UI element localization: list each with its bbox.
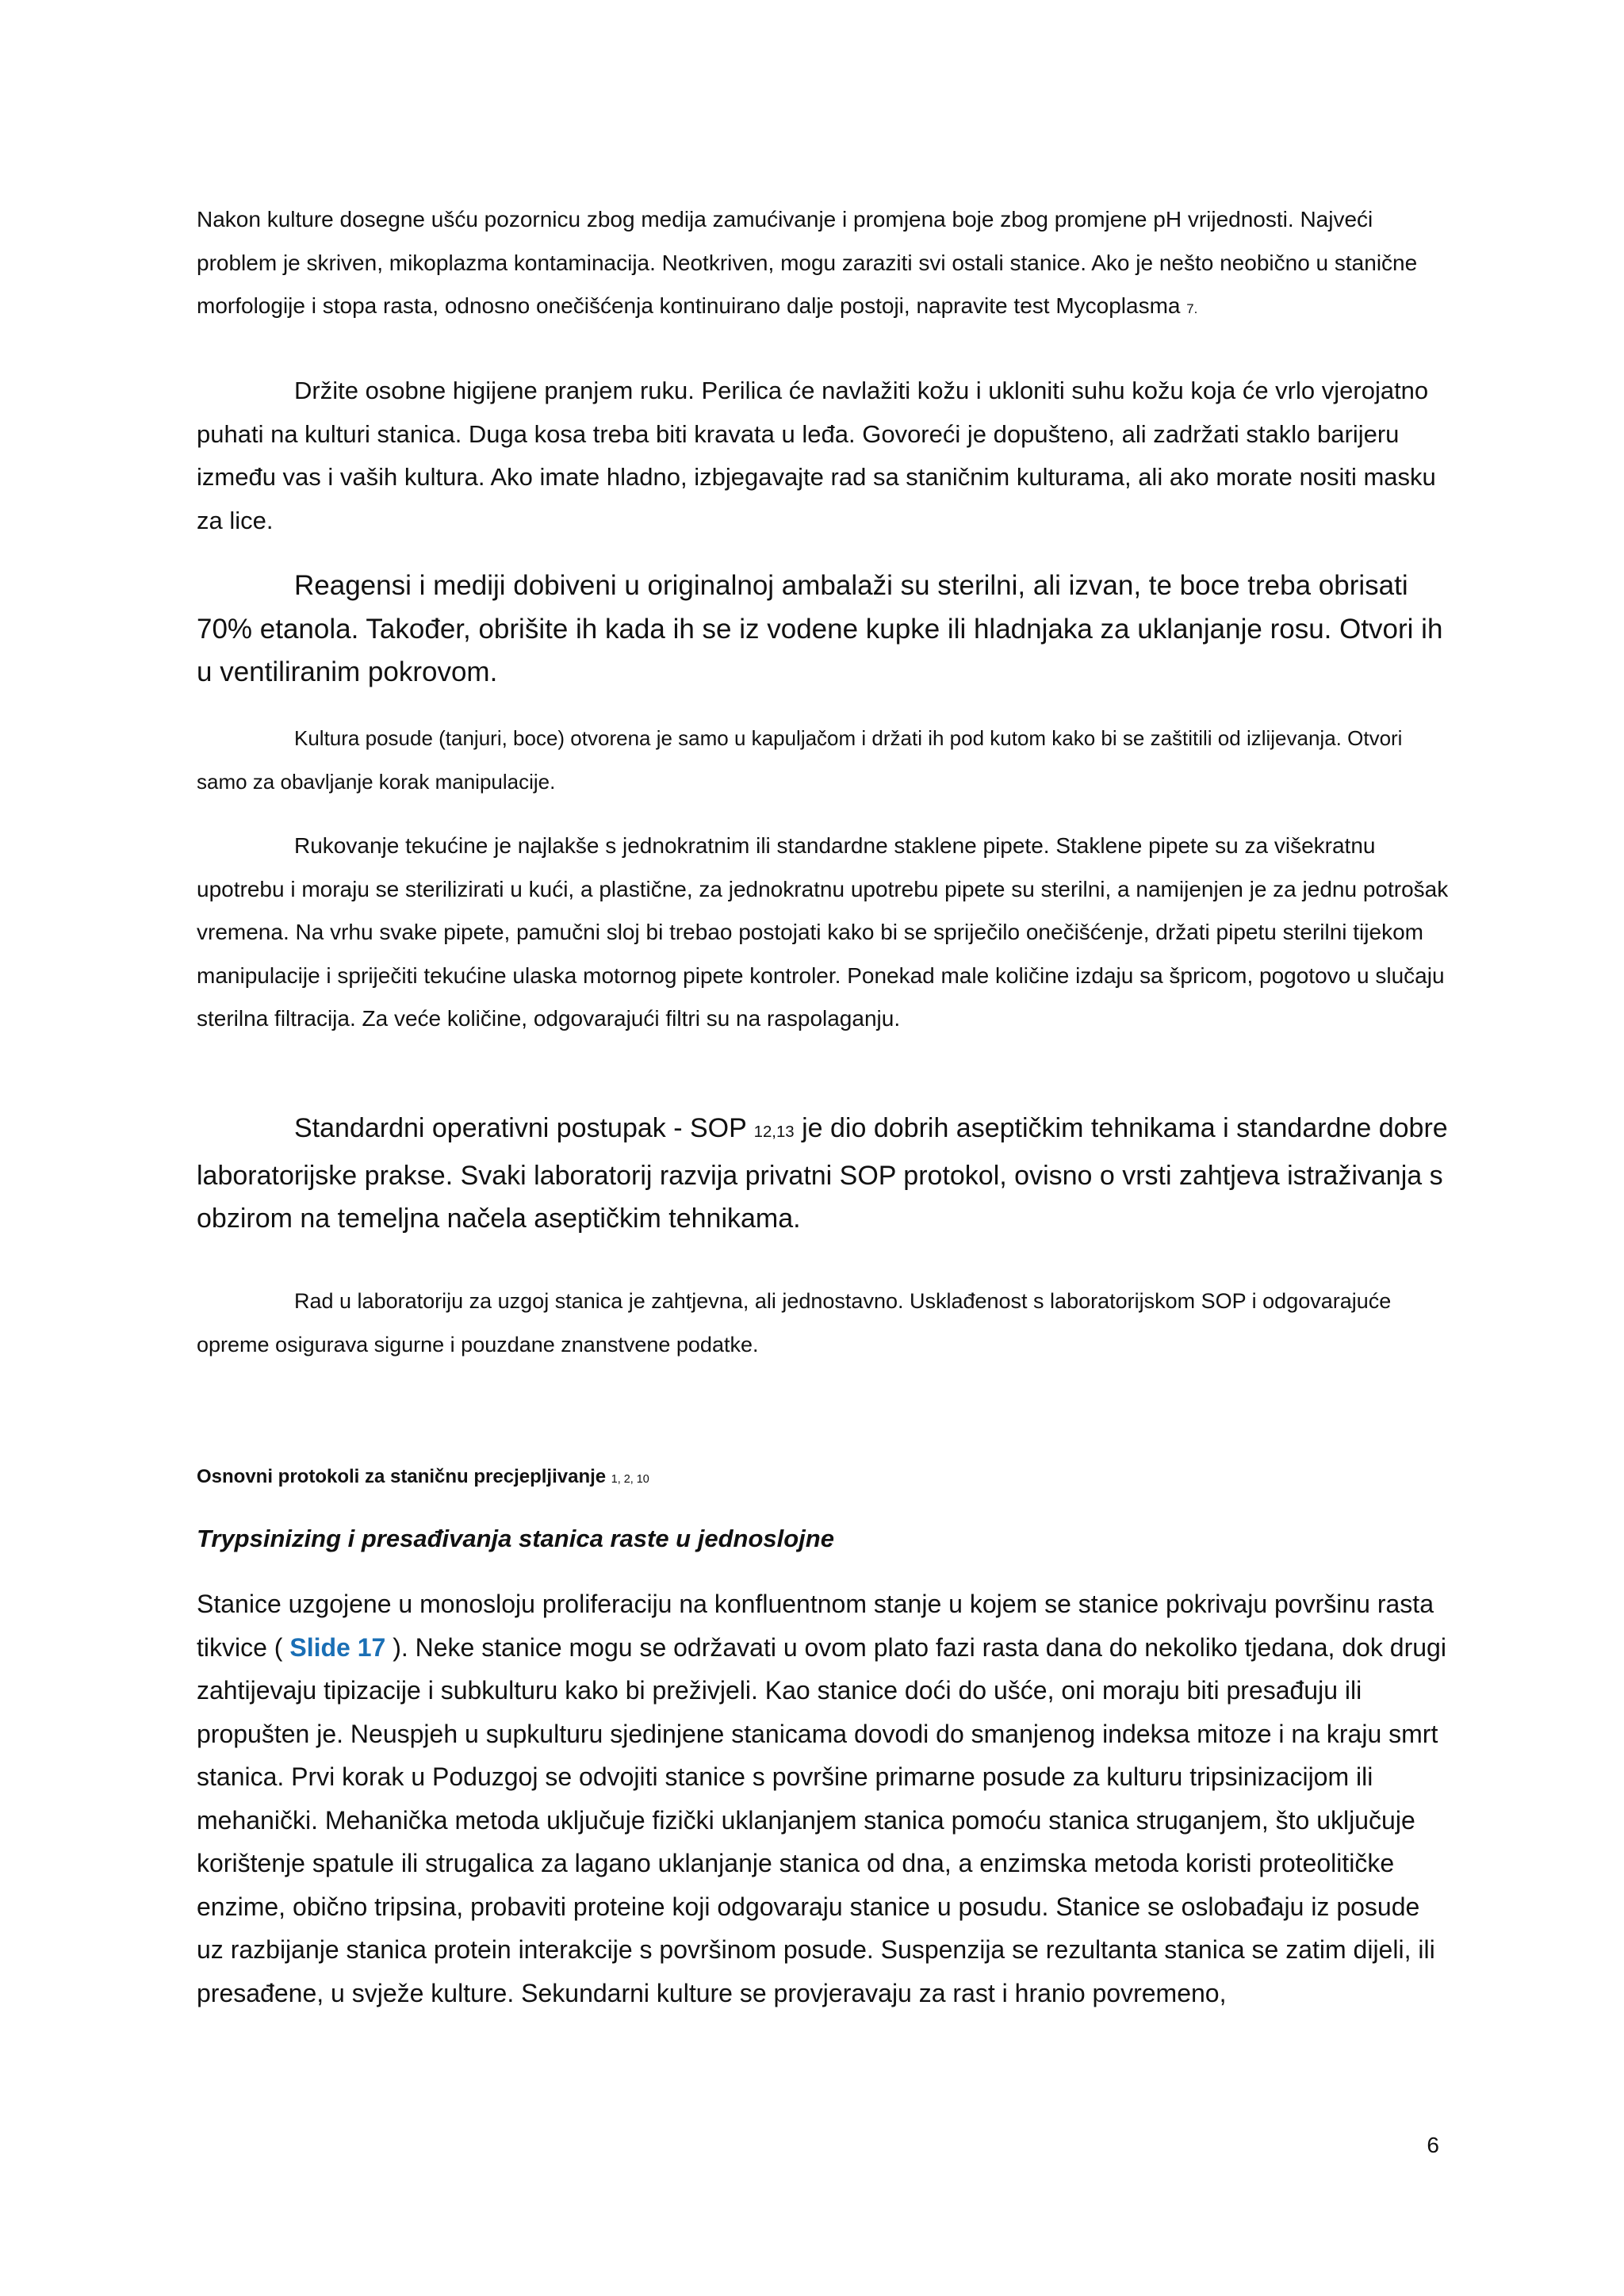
- section-heading: [197, 1464, 1450, 1493]
- paragraph-sop: [197, 1107, 1450, 1241]
- paragraph-text: Držite osobne higijene pranjem ruku. Perilica će navlažiti kožu i ukloniti suhu kožu koja će vrlo vjerojatno puhati na kulturi stanica. Duga kosa treba biti kravata u leđa. Govoreći je dopušteno, ali zadržati staklo barijeru između vas i vaših kultura. Ako imate hladno, izbjegavajte rad sa staničnim kulturama, ali ako morate nositi masku za lice.: [197, 377, 1436, 534]
- paragraph-text: Stanice uzgojene u monosloju proliferaciju na konfluentnom stanje u kojem se stanice pokrivaju površinu rasta tikvice (: [197, 1590, 1434, 1662]
- reference-marker: 1, 2, 10: [611, 1473, 649, 1486]
- reference-marker: 12,13: [753, 1123, 795, 1141]
- section-heading-text: Osnovni protokoli za staničnu precjepljivanje: [197, 1466, 607, 1487]
- paragraph-text: Kultura posude (tanjuri, boce) otvorena je samo u kapuljačom i držati ih pod kutom kako bi se zaštitili od izlijevanja. Otvori samo za obavljanje korak manipulacije.: [197, 726, 1403, 794]
- slide-link[interactable]: Slide 17: [289, 1632, 386, 1662]
- paragraph-text: Rukovanje tekućine je najlakše s jednokratnim ili standardne staklene pipete. Staklene pipete su za višekratnu upotrebu i moraju se sterilizirati u kući, a plastične, za jednokratnu upotrebu pipete su sterilni, a namijenjen je za jednu potrošak vremena. Na vrhu svake pipete, pamučni sloj bi trebao postojati kako bi se spriječilo onečišćenje, držati pipetu sterilni tijekom manipulacije i spriječiti tekućine ulaska motornog pipete kontroler. Ponekad male količine izdaju sa špricom, pogotovo u slučaju sterilna filtracija. Za veće količine, odgovarajući filtri su na raspolaganju.: [197, 833, 1449, 1031]
- paragraph-trypsinizing: [197, 1582, 1450, 2015]
- paragraph-text: Rad u laboratoriju za uzgoj stanica je zahtjevna, ali jednostavno. Usklađenost s laboratorijskom SOP i odgovarajuće opreme osigurava sigurne i pouzdane znanstvene podatke.: [197, 1289, 1392, 1357]
- reference-marker: 7.: [1186, 301, 1198, 316]
- paragraph-hygiene: [197, 369, 1450, 542]
- paragraph-contamination: [197, 198, 1450, 331]
- paragraph-text: Nakon kulture dosegne ušću pozornicu zbog medija zamućivanje i promjena boje zbog promjene pH vrijednosti. Najveći problem je skriven, mikoplazma kontaminacija. Neotkriven, mogu zaraziti svi ostali stanice. Ako je nešto neobično u stanične morfologije i stopa rasta, odnosno onečišćenja kontinuirano dalje postoji, napravite test Mycoplasma: [197, 207, 1418, 318]
- paragraph-reagents: [197, 564, 1450, 695]
- paragraph-text: Reagensi i mediji dobiveni u originalnoj ambalaži su sterilni, ali izvan, te boce treba obrisati 70% etanola. Također, obrišite ih kada ih se iz vodene kupke ili hladnjaka za uklanjanje rosu. Otvori ih u ventiliranim pokrovom.: [197, 570, 1443, 687]
- paragraph-text: je dio dobrih aseptičkim tehnikama i standardne dobre laboratorijske prakse. Svaki laboratorij razvija privatni SOP protokol, ovisno o vrsti zahtjeva istraživanja s obzirom na temeljna načela aseptičkim tehnikama.: [197, 1113, 1448, 1234]
- page-number: 6: [1427, 2133, 1439, 2157]
- paragraph-text: ). Neke stanice mogu se održavati u ovom plato fazi rasta dana do nekoliko tjedana, dok drugi zahtijevaju tipizacije i subkulturu kako bi preživjeli. Kao stanice doći do ušće, oni moraju biti presađuju ili propušten je. Neuspjeh u supkulturu sjedinjene stanicama dovodi do smanjenog indeksa mitoze i na kraju smrt stanica. Prvi korak u Poduzgoj se odvojiti stanice s površine primarne posude za kulturu tripsinizacijom ili mehanički. Mehanička metoda uključuje fizički uklanjanjem stanica pomoću stanica struganjem, što uključuje korištenje spatule ili strugalica za lagano uklanjanje stanica od dna, a enzimska metoda koristi proteolitičke enzime, obično tripsina, probaviti proteine koji odgovaraju stanice u posudu. Stanice se oslobađaju iz posude uz razbijanje stanica protein interakcije s površinom posude. Suspenzija se rezultanta stanica se zatim dijeli, ili presađene, u svježe kulture. Sekundarni kulture se provjeravaju za rast i hranio povremeno,: [197, 1632, 1446, 2007]
- paragraph-culture-vessels: [197, 717, 1450, 803]
- subsection-heading: Trypsinizing i presađivanja stanica raste u jednoslojne: [197, 1525, 834, 1552]
- paragraph-text: Standardni operativni postupak - SOP: [294, 1113, 747, 1143]
- paragraph-pipettes: [197, 825, 1450, 1041]
- paragraph-lab-work: [197, 1280, 1450, 1366]
